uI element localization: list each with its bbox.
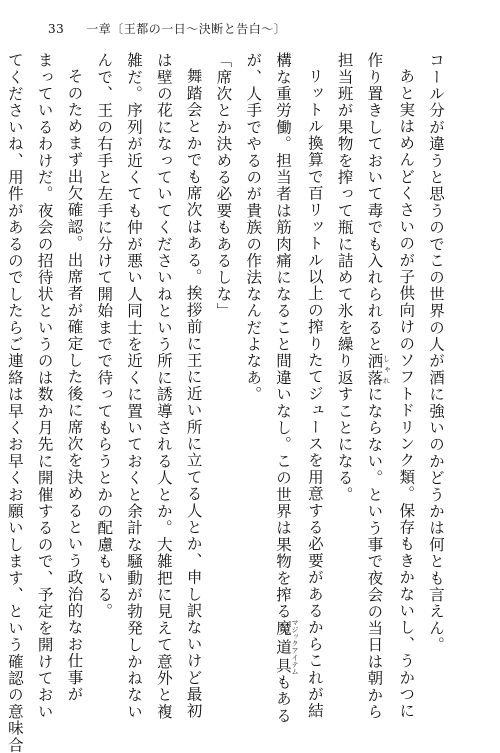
text-line: リットル換算で百リットル以上の搾りたてジュースを用意する必要があるからこれが結 <box>305 67 324 719</box>
ruby-word: 魔道具 マジックアイテム <box>274 618 300 675</box>
text-line: まっているわけだ。夜会の招待状というのは数か月先に開催するので、予定を開けておい <box>35 52 54 720</box>
text-line: 担当班が果物を搾って瓶に詰めて氷を繰り返すことになる。 <box>335 52 354 503</box>
text-line: 作り置きしておいて毒でも入れられると洒落 しゃれにならない。という事で夜会の当日は朝から <box>365 52 391 721</box>
running-header <box>48 20 286 37</box>
text-line: が、人手でやるのが貴族の作法なんだよなあ。 <box>244 52 263 403</box>
text-line: 舞踏会とかでも席次はある。挨拶前に王に近い所に立てる人とか、申し訳ないけど最初 <box>184 67 203 719</box>
ruby-word: 洒落 しゃれ <box>365 352 391 387</box>
chapter-title: 一章〔王都の一日〜決断と告白〜〕 <box>86 22 287 36</box>
text-line: てくださいね、用件があるのでしたらご連絡は早くお早くお願いします、という確認の意味合 <box>5 52 24 753</box>
text-line: は壁の花になっていてくださいねという所に誘導される人とか。大雑把に見えて意外と複 <box>154 52 173 720</box>
vertical-text-body <box>0 52 450 753</box>
text-line: コール分が違うと思うのでこの世界の人が酒に強いのかどうかは何とも言えん。 <box>427 52 445 654</box>
text-line: そのためまず出欠確認。出席者が確定した後に席次を決めるという政治的なお仕事が <box>65 67 84 703</box>
text-line: 雑だ。序列が近くても仲が悪い人同士を近くに置いておくと余計な騒動が勃発しかねない <box>125 52 144 720</box>
text-line: あと実はめんどくさいのが子供向けのソフトドリンク類。保存もきかないし、うかつに <box>397 67 416 719</box>
page-number: 33 <box>48 22 65 36</box>
dialogue-line: 「席次とか決める必要もあるしな」 <box>214 52 233 320</box>
text-line: 構な重労働。担当者は筋肉痛になること間違いなし。この世界は果物を搾る魔道具 マジックアイテムもある <box>274 52 300 724</box>
text-line: んで、王の右手と左手に分けて開始までで待ってもらうとかの配慮もいる。 <box>95 52 114 620</box>
